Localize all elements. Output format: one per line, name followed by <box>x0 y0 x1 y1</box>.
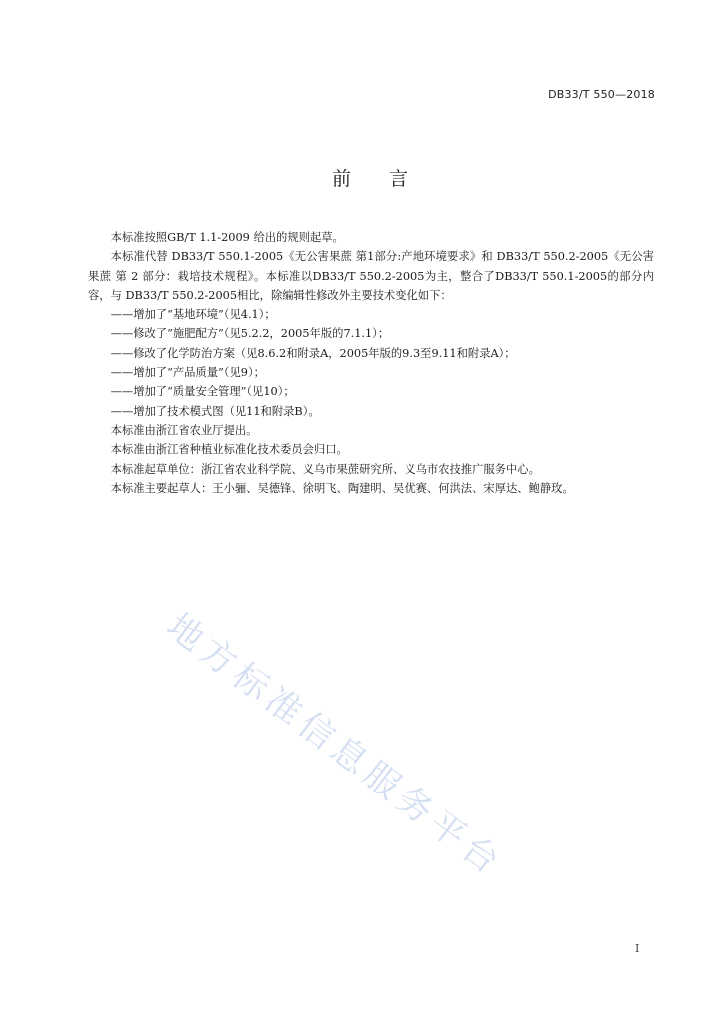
drafters-statement: 本标准主要起草人：王小骊、吴德锋、徐明飞、陶建明、吴优赛、何洪法、宋厚达、鲍静玫。 <box>110 481 574 495</box>
page-number: I <box>635 942 640 955</box>
document-code: DB33/T 550—2018 <box>548 88 655 101</box>
change-item: ——修改了“施肥配方”（见5.2.2，2005年版的7.1.1）； <box>110 327 390 341</box>
proposer-statement: 本标准由浙江省农业厅提出。 <box>110 423 258 437</box>
watermark: 地方标准信息服务平台 <box>159 606 511 886</box>
change-item: ——增加了技术模式图（见11和附录B）。 <box>110 404 320 418</box>
change-item: ——增加了“质量安全管理”（见10）； <box>110 385 295 399</box>
centralized-statement: 本标准由浙江省种植业标准化技术委员会归口。 <box>110 443 348 457</box>
drafting-units-statement: 本标准起草单位：浙江省农业科学院、义乌市果蔗研究所、义乌市农技推广服务中心。 <box>110 462 540 476</box>
change-item: ——增加了“产品质量”（见9）； <box>110 366 265 380</box>
foreword-body <box>88 228 654 498</box>
change-item: ——增加了“基地环境”（见4.1）； <box>110 308 276 322</box>
change-item: ——修改了化学防治方案（见8.6.2和附录A，2005年版的9.3至9.11和附录A）； <box>110 346 516 360</box>
replacement-paragraph: 本标准代替 DB33/T 550.1-2005《无公害果蔗 第1部分:产地环境要求》和 DB33/T 550.2-2005《无公害果蔗 第 2 部分：栽培技术规程》。本标准以DB33/T 550.2-2005为主，整合了DB33/T 550.1-2005的部分内容，与 DB33/T 550.2-2005相比，除编辑性修改外主要技术变化如下： <box>88 250 654 302</box>
page-title: 前 言 <box>331 168 408 190</box>
drafting-rule-paragraph: 本标准按照GB/T 1.1-2009 给出的规则起草。 <box>110 231 344 244</box>
